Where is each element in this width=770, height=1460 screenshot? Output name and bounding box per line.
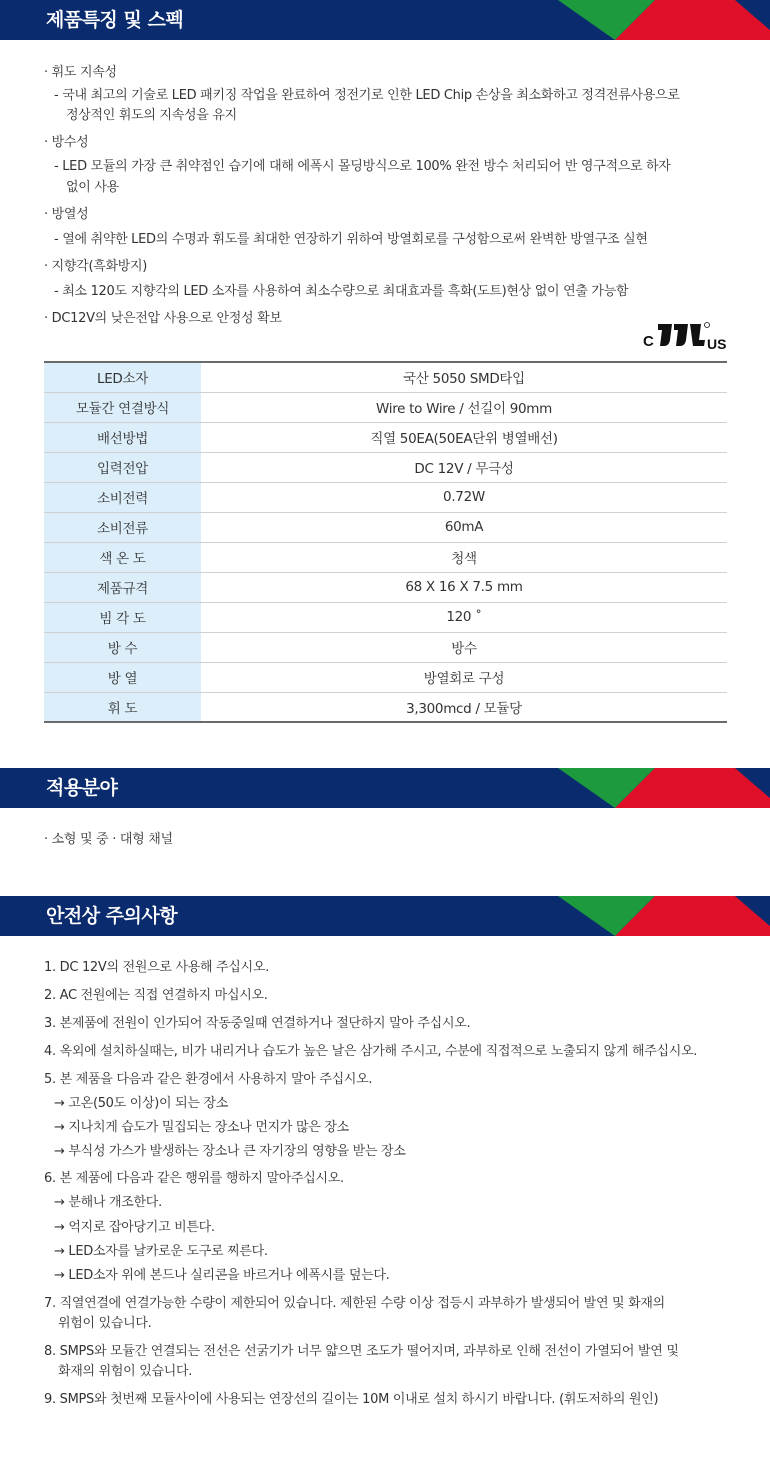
feature-detail: - 열에 취약한 LED의 수명과 휘도를 최대한 연장하기 위하여 방열회로를 구성함으로써 완벽한 방열구조 실현 (54, 232, 648, 247)
safety-item: 5. 본 제품을 다음과 같은 환경에서 사용하지 말아 주십시오. (44, 1072, 373, 1087)
spec-value: 국산 5050 SMD타입 (201, 362, 727, 392)
application-item: · 소형 및 중 · 대형 채널 (44, 832, 173, 847)
safety-item-continued: 화재의 위험이 있습니다. (58, 1364, 193, 1379)
spec-row (44, 662, 727, 692)
spec-label: 빔 각 도 (44, 602, 201, 632)
safety-subitem: → LED소자를 날카로운 도구로 찌른다. (54, 1244, 268, 1259)
feature-detail: - LED 모듈의 가장 큰 취약점인 습기에 대해 에폭시 몰딩방식으로 100% 완전 방수 처리되어 반 영구적으로 하자 (54, 159, 671, 174)
spec-value: 60mA (201, 512, 727, 542)
safety-item: 1. DC 12V의 전원으로 사용해 주십시오. (44, 960, 269, 975)
feature-heading: · 지향각(흑화방지) (44, 259, 148, 274)
spec-row (44, 392, 727, 422)
safety-subitem: → 부식성 가스가 발생하는 장소나 큰 자기장의 영향을 받는 장소 (54, 1144, 406, 1159)
spec-row (44, 362, 727, 392)
spec-row (44, 512, 727, 542)
feature-detail: - 국내 최고의 기술로 LED 패키징 작업을 완료하여 정전기로 인한 LED Chip 손상을 최소화하고 정격전류사용으로 (54, 88, 680, 103)
spec-value: DC 12V / 무극성 (201, 452, 727, 482)
safety-subitem: → 분해나 개조한다. (54, 1195, 162, 1210)
section-header-features (0, 0, 770, 40)
safety-subitem: → 억지로 잡아당기고 비튼다. (54, 1220, 215, 1235)
section-title: 안전상 주의사항 (46, 905, 178, 927)
safety-subitem: → 지나치게 습도가 밀집되는 장소나 먼지가 많은 장소 (54, 1120, 349, 1135)
feature-detail: 정상적인 휘도의 지속성을 유지 (66, 108, 237, 123)
safety-item: 3. 본제품에 전원이 인가되어 작동중일때 연결하거나 절단하지 말아 주십시오. (44, 1016, 471, 1031)
safety-item: 7. 직열연결에 연결가능한 수량이 제한되어 있습니다. 제한된 수량 이상 접등시 과부하가 발생되어 발연 및 화재의 (44, 1296, 665, 1311)
feature-detail: 없이 사용 (66, 180, 119, 195)
safety-item: 4. 옥외에 설치하실때는, 비가 내리거나 습도가 높은 날은 삼가해 주시고, 수분에 직접적으로 노출되지 않게 해주십시오. (44, 1044, 698, 1059)
ul-certification-logo (643, 320, 727, 350)
spec-label: 입력전압 (44, 452, 201, 482)
spec-value: 68 X 16 X 7.5 mm (201, 572, 727, 602)
section-header-applications (0, 768, 770, 808)
safety-item: 2. AC 전원에는 직접 연결하지 마십시오. (44, 988, 268, 1003)
spec-row (44, 482, 727, 512)
spec-label: 색 온 도 (44, 542, 201, 572)
feature-heading: · 방열성 (44, 207, 89, 222)
spec-label: 방 열 (44, 662, 201, 692)
feature-heading: · 휘도 지속성 (44, 65, 117, 80)
safety-item: 6. 본 제품에 다음과 같은 행위를 행하지 말아주십시오. (44, 1171, 344, 1186)
safety-subitem: → LED소자 위에 본드나 실리콘을 바르거나 에폭시를 덮는다. (54, 1268, 390, 1283)
spec-value: Wire to Wire / 선길이 90mm (201, 392, 727, 422)
spec-value: 직열 50EA(50EA단위 병열배선) (201, 422, 727, 452)
cert-right-text: US (707, 336, 727, 350)
spec-row (44, 542, 727, 572)
safety-item: 9. SMPS와 첫번째 모듈사이에 사용되는 연장선의 길이는 10M 이내로 설치 하시기 바랍니다. (휘도저하의 원인) (44, 1392, 659, 1407)
spec-row (44, 692, 727, 722)
section-title: 제품특징 및 스펙 (46, 9, 184, 31)
spec-label: 휘 도 (44, 692, 201, 722)
spec-value: 3,300mcd / 모듈당 (201, 692, 727, 722)
spec-value: 청색 (201, 542, 727, 572)
spec-table (44, 361, 727, 723)
spec-row (44, 602, 727, 632)
spec-value: 방수 (201, 632, 727, 662)
feature-heading: · DC12V의 낮은전압 사용으로 안정성 확보 (44, 311, 282, 326)
spec-row (44, 632, 727, 662)
section-header-safety (0, 896, 770, 936)
spec-row (44, 572, 727, 602)
feature-detail: - 최소 120도 지향각의 LED 소자를 사용하여 최소수량으로 최대효과를 흑화(도트)현상 없이 연출 가능함 (54, 284, 629, 299)
spec-label: 배선방법 (44, 422, 201, 452)
spec-label: LED소자 (44, 362, 201, 392)
spec-label: 소비전류 (44, 512, 201, 542)
spec-value: 방열회로 구성 (201, 662, 727, 692)
spec-label: 소비전력 (44, 482, 201, 512)
safety-subitem: → 고온(50도 이상)이 되는 장소 (54, 1096, 228, 1111)
spec-label: 모듈간 연결방식 (44, 392, 201, 422)
safety-item-continued: 위험이 있습니다. (58, 1316, 152, 1331)
section-title: 적용분야 (46, 777, 118, 799)
spec-value: 120 ˚ (201, 602, 727, 632)
feature-heading: · 방수성 (44, 135, 89, 150)
spec-label: 제품규격 (44, 572, 201, 602)
spec-row (44, 452, 727, 482)
cert-left-text: C (643, 333, 654, 350)
safety-item: 8. SMPS와 모듈간 연결되는 전선은 선굵기가 너무 얇으면 조도가 떨어지며, 과부하로 인해 전선이 가열되어 발연 및 (44, 1344, 679, 1359)
spec-label: 방 수 (44, 632, 201, 662)
spec-row (44, 422, 727, 452)
spec-value: 0.72W (201, 482, 727, 512)
